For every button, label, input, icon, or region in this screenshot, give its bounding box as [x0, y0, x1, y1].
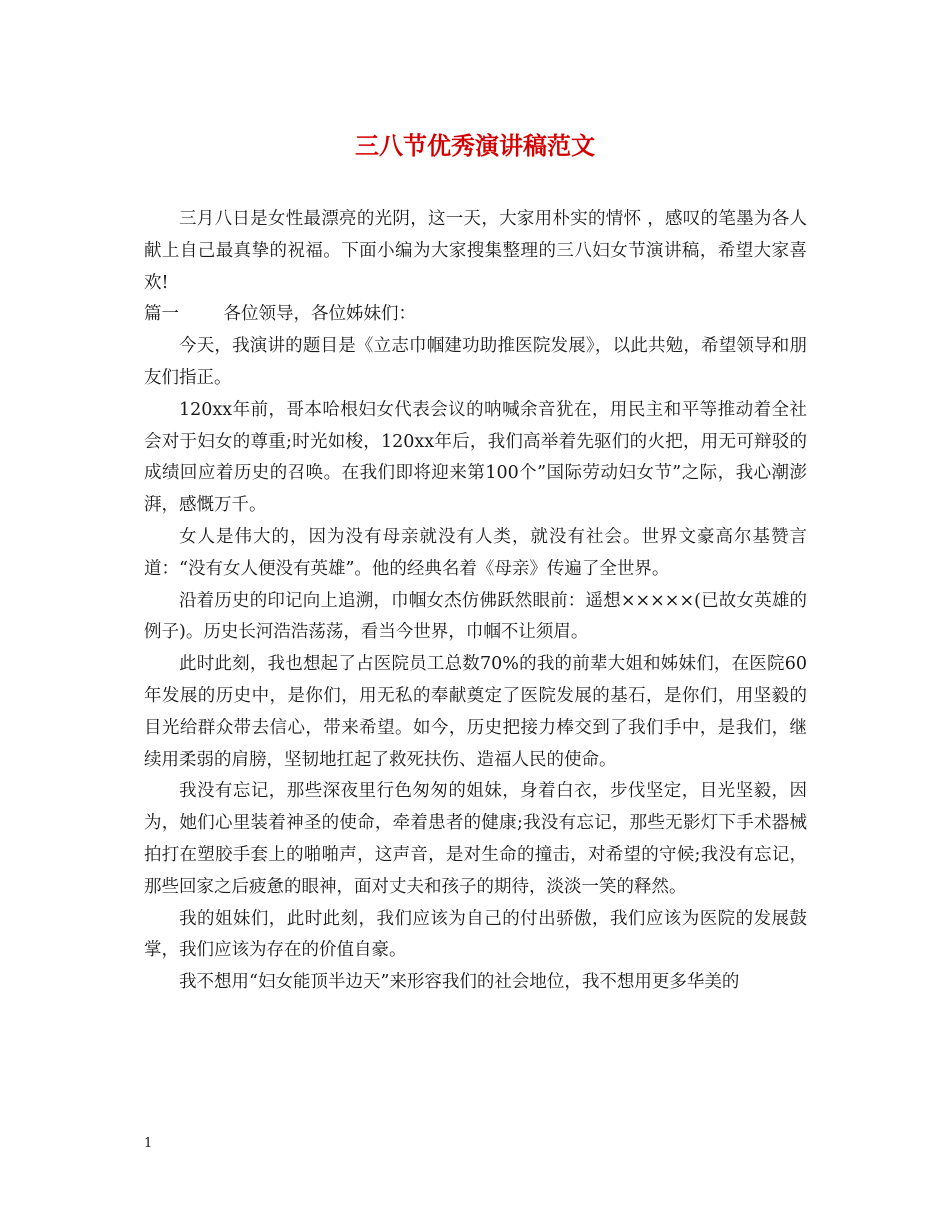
body-paragraph: 沿着历史的印记向上追溯，巾帼女杰仿佛跃然眼前：遥想×××××(已故女英雄的例子)。历史长河浩浩荡荡，看当今世界，巾帼不让须眉。: [144, 590, 807, 643]
document-body: [144, 204, 807, 999]
body-paragraph: 女人是伟大的，因为没有母亲就没有人类，就没有社会。世界文豪高尔基赞言道：“没有女人便没有英雄”。他的经典名着《母亲》传遍了全世界。: [144, 526, 807, 579]
body-paragraph: 我没有忘记，那些深夜里行色匆匆的姐妹，身着白衣，步伐坚定，目光坚毅，因为，她们心里装着神圣的使命，牵着患者的健康;我没有忘记，那些无影灯下手术器械拍打在塑胶手套上的啪啪声，这声音，是对生命的撞击，对希望的守候;我没有忘记，那些回家之后疲惫的眼神，面对丈夫和孩子的期待，淡淡一笑的释然。: [144, 781, 807, 897]
body-paragraph: 此时此刻，我也想起了占医院员工总数70%的我的前辈大姐和姊妹们，在医院60年发展的历史中，是你们，用无私的奉献奠定了医院发展的基石，是你们，用坚毅的目光给群众带去信心，带来希望。如今，历史把接力棒交到了我们手中，是我们，继续用柔弱的肩膀，坚韧地扛起了救死扶伤、造福人民的使命。: [144, 654, 807, 770]
body-paragraph: 我的姐妹们，此时此刻，我们应该为自己的付出骄傲，我们应该为医院的发展鼓掌，我们应该为存在的价值自豪。: [144, 908, 807, 961]
page-number: 1: [144, 1136, 153, 1151]
body-paragraph: 今天，我演讲的题目是《立志巾帼建功助推医院发展》，以此共勉，希望领导和朋友们指正。: [144, 336, 807, 388]
intro-paragraph: 三月八日是女性最漂亮的光阴，这一天，大家用朴实的情怀 ，感叹的笔墨为各人献上自己最真挚的祝福。下面小编为大家搜集整理的三八妇女节演讲稿，希望大家喜欢!: [144, 209, 807, 293]
section-heading: [144, 299, 807, 331]
body-paragraph: 我不想用“妇女能顶半边天”来形容我们的社会地位，我不想用更多华美的: [179, 972, 740, 993]
document-title: 三八节优秀演讲稿范文: [355, 132, 595, 160]
section-label: 篇一: [144, 304, 179, 325]
body-paragraph: 120xx年前，哥本哈根妇女代表会议的呐喊余音犹在，用民主和平等推动着全社会对于妇女的尊重;时光如梭，120xx年后，我们高举着先驱们的火把，用无可辩驳的成绩回应着历史的召唤。在我们即将迎来第100个”国际劳动妇女节”之际，我心潮澎湃，感慨万千。: [144, 399, 807, 516]
section-greeting: 各位领导，各位姊妹们：: [223, 304, 417, 325]
